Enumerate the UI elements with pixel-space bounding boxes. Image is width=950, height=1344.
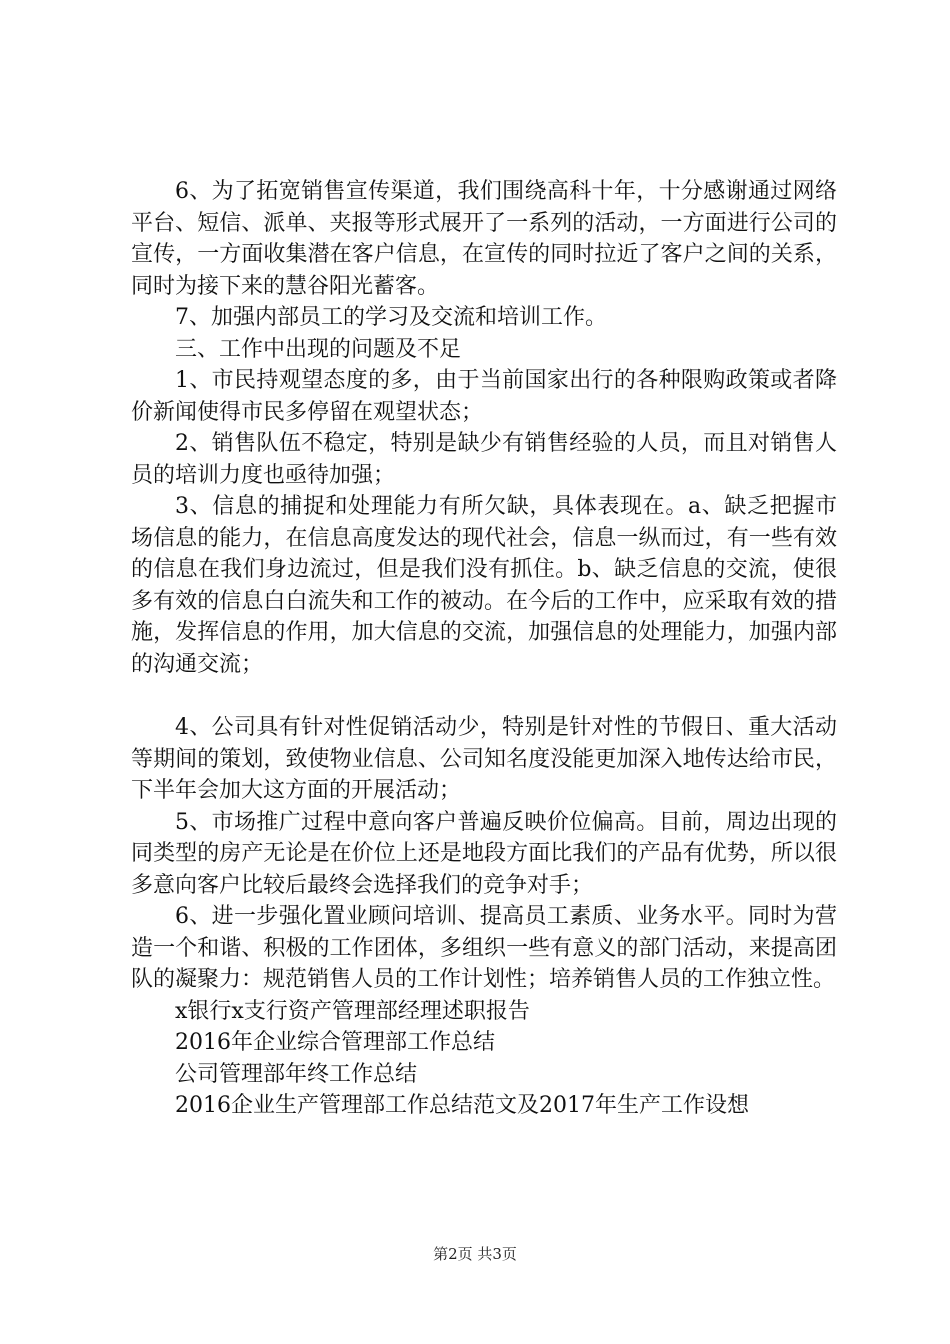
related-link-item[interactable]: 公司管理部年终工作总结 [175, 1061, 418, 1087]
related-link-item[interactable]: x银行x支行资产管理部经理述职报告 [175, 998, 530, 1024]
paragraph-problem-5: 5、市场推广过程中意向客户普遍反映价位偏高。目前，周边出现的同类型的房产无论是在价位上还是地段方面比我们的产品有优势，所以很多意向客户比较后最终会选择我们的竞争对手； [131, 809, 837, 898]
page-footer [0, 1244, 950, 1264]
related-links [131, 996, 837, 1122]
related-link-item[interactable]: 2016企业生产管理部工作总结范文及2017年生产工作设想 [175, 1093, 749, 1118]
section-heading-problems: 三、工作中出现的问题及不足 [175, 336, 462, 362]
paragraph-problem-3: 3、信息的捕捉和处理能力有所欠缺，具体表现在。a、缺乏把握市场信息的能力，在信息高度发达的现代社会，信息一纵而过，有一些有效的信息在我们身边流过，但是我们没有抓住。b、缺乏信息的交流，使很多有效的信息白白流失和工作的被动。在今后的工作中，应采取有效的措施，发挥信息的作用，加大信息的交流，加强信息的处理能力，加强内部的沟通交流； [131, 494, 837, 677]
paragraph-problem-1: 1、市民持观望态度的多，由于当前国家出行的各种限购政策或者降价新闻使得市民多停留在观望状态； [131, 368, 837, 425]
document-body [131, 176, 837, 1122]
paragraph-problem-6: 6、进一步强化置业顾问培训、提高员工素质、业务水平。同时为营造一个和谐、积极的工作团体，多组织一些有意义的部门活动，来提高团队的凝聚力：规范销售人员的工作计划性；培养销售人员的工作独立性。 [131, 904, 837, 992]
paragraph-problem-2: 2、销售队伍不稳定，特别是缺少有销售经验的人员，而且对销售人员的培训力度也亟待加强； [131, 431, 837, 488]
page-indicator: 第2页 共3页 [433, 1245, 517, 1263]
related-link-item[interactable]: 2016年企业综合管理部工作总结 [175, 1030, 495, 1055]
paragraph-promotion-channels: 6、为了拓宽销售宣传渠道，我们围绕高科十年，十分感谢通过网络平台、短信、派单、夹报等形式展开了一系列的活动，一方面进行公司的宣传，一方面收集潜在客户信息，在宣传的同时拉近了客户之间的关系，同时为接下来的慧谷阳光蓄客。 [131, 179, 837, 299]
paragraph-problem-4: 4、公司具有针对性促销活动少，特别是针对性的节假日、重大活动等期间的策划，致使物业信息、公司知名度没能更加深入地传达给市民，下半年会加大这方面的开展活动； [131, 715, 837, 803]
paragraph-staff-training: 7、加强内部员工的学习及交流和培训工作。 [175, 305, 607, 330]
